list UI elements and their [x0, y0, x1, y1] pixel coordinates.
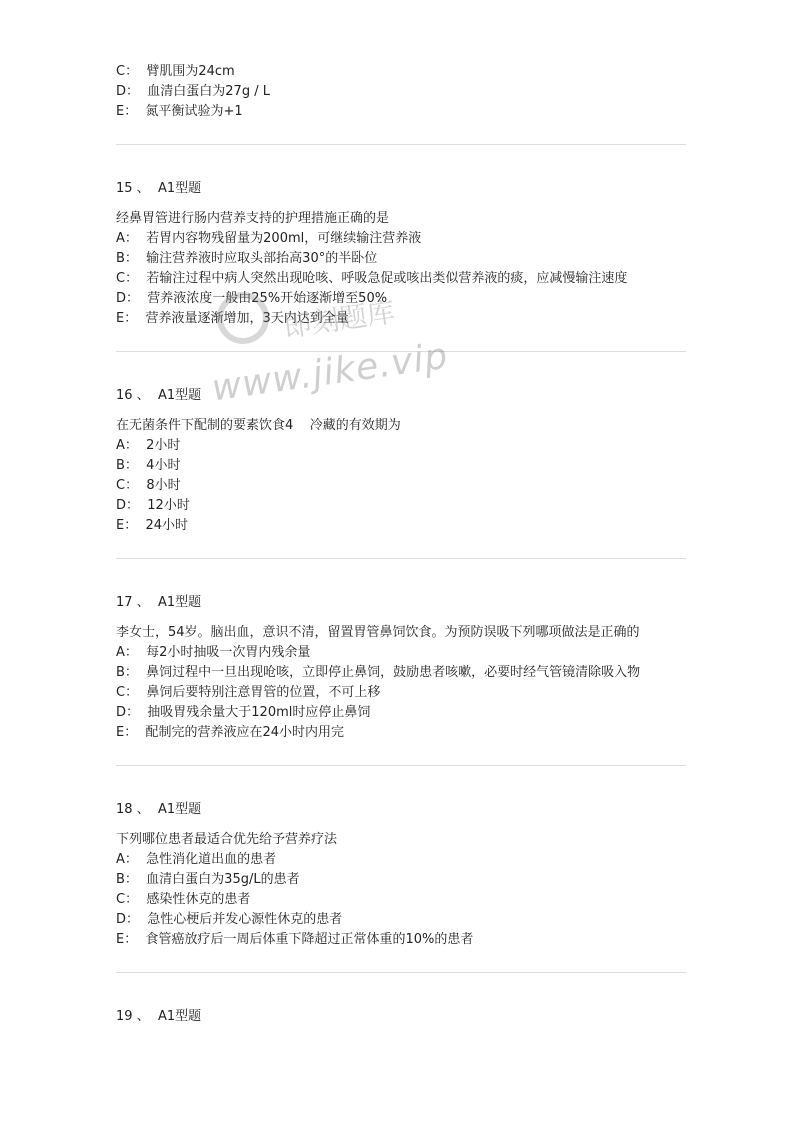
option-d: D： 12小时: [116, 498, 190, 513]
prev-question-options: [116, 62, 686, 122]
divider: [116, 144, 686, 145]
option-a: A： 每2小时抽吸一次胃内残余量: [116, 645, 311, 660]
question-header: 18 、 A1型题: [116, 802, 202, 817]
option-e: E： 配制完的营养液应在24小时内用完: [116, 725, 345, 740]
option-e: E： 氮平衡试验为+1: [116, 104, 243, 119]
option-d: D： 血清白蛋白为27g / L: [116, 84, 270, 99]
question-stem: 李女士，54岁。脑出血，意识不清，留置胃管鼻饲饮食。为预防误吸下列哪项做法是正确的: [116, 625, 640, 640]
divider: [116, 558, 686, 559]
question-header: 19 、 A1型题: [116, 1009, 202, 1024]
option-c: C： 鼻饲后要特别注意胃管的位置，不可上移: [116, 685, 381, 700]
option-d: D： 营养液浓度一般由25%开始逐渐增至50%: [116, 291, 388, 306]
option-d: D： 抽吸胃残余量大于120ml时应停止鼻饲: [116, 705, 371, 720]
watermark-brand-text: 即刻题库: [281, 295, 397, 344]
question-19: [116, 1007, 686, 1027]
option-e: E： 24小时: [116, 518, 189, 533]
option-c: C： 8小时: [116, 478, 181, 493]
option-d: D： 急性心梗后并发心源性休克的患者: [116, 912, 343, 927]
option-b: B： 鼻饲过程中一旦出现呛咳，立即停止鼻饲，鼓励患者咳嗽，必要时经气管镜清除吸入物: [116, 665, 641, 680]
question-stem: 经鼻胃管进行肠内营养支持的护理措施正确的是: [116, 211, 390, 226]
question-stem: 下列哪位患者最适合优先给予营养疗法: [116, 832, 338, 847]
question-18: [116, 800, 686, 950]
question-16: [116, 386, 686, 536]
option-b: B： 血清白蛋白为35g/L的患者: [116, 872, 300, 887]
option-c: C： 臂肌围为24cm: [116, 64, 235, 79]
question-17: [116, 593, 686, 743]
question-header: 16 、 A1型题: [116, 388, 202, 403]
option-a: A： 若胃内容物残留量为200ml，可继续输注营养液: [116, 231, 422, 246]
divider: [116, 351, 686, 352]
watermark-url-text: www.jike.vip: [209, 335, 451, 410]
question-header: 17 、 A1型题: [116, 595, 202, 610]
option-b: B： 输注营养液时应取头部抬高30°的半卧位: [116, 251, 378, 266]
question-header: 15 、 A1型题: [116, 181, 202, 196]
option-c: C： 感染性休克的患者: [116, 892, 251, 907]
option-e: E： 食管癌放疗后一周后体重下降超过正常体重的10%的患者: [116, 932, 474, 947]
option-a: A： 2小时: [116, 438, 181, 453]
divider: [116, 765, 686, 766]
question-15: [116, 179, 686, 329]
option-c: C： 若输注过程中病人突然出现呛咳、呼吸急促或咳出类似营养液的痰，应减慢输注速度: [116, 271, 628, 286]
divider: [116, 972, 686, 973]
option-a: A： 急性消化道出血的患者: [116, 852, 277, 867]
option-e: E： 营养液量逐渐增加，3天内达到全量: [116, 311, 349, 326]
question-stem: 在无菌条件下配制的要素饮食4 冷藏的有效期为: [116, 418, 401, 433]
document-page: [116, 62, 686, 1037]
option-b: B： 4小时: [116, 458, 181, 473]
